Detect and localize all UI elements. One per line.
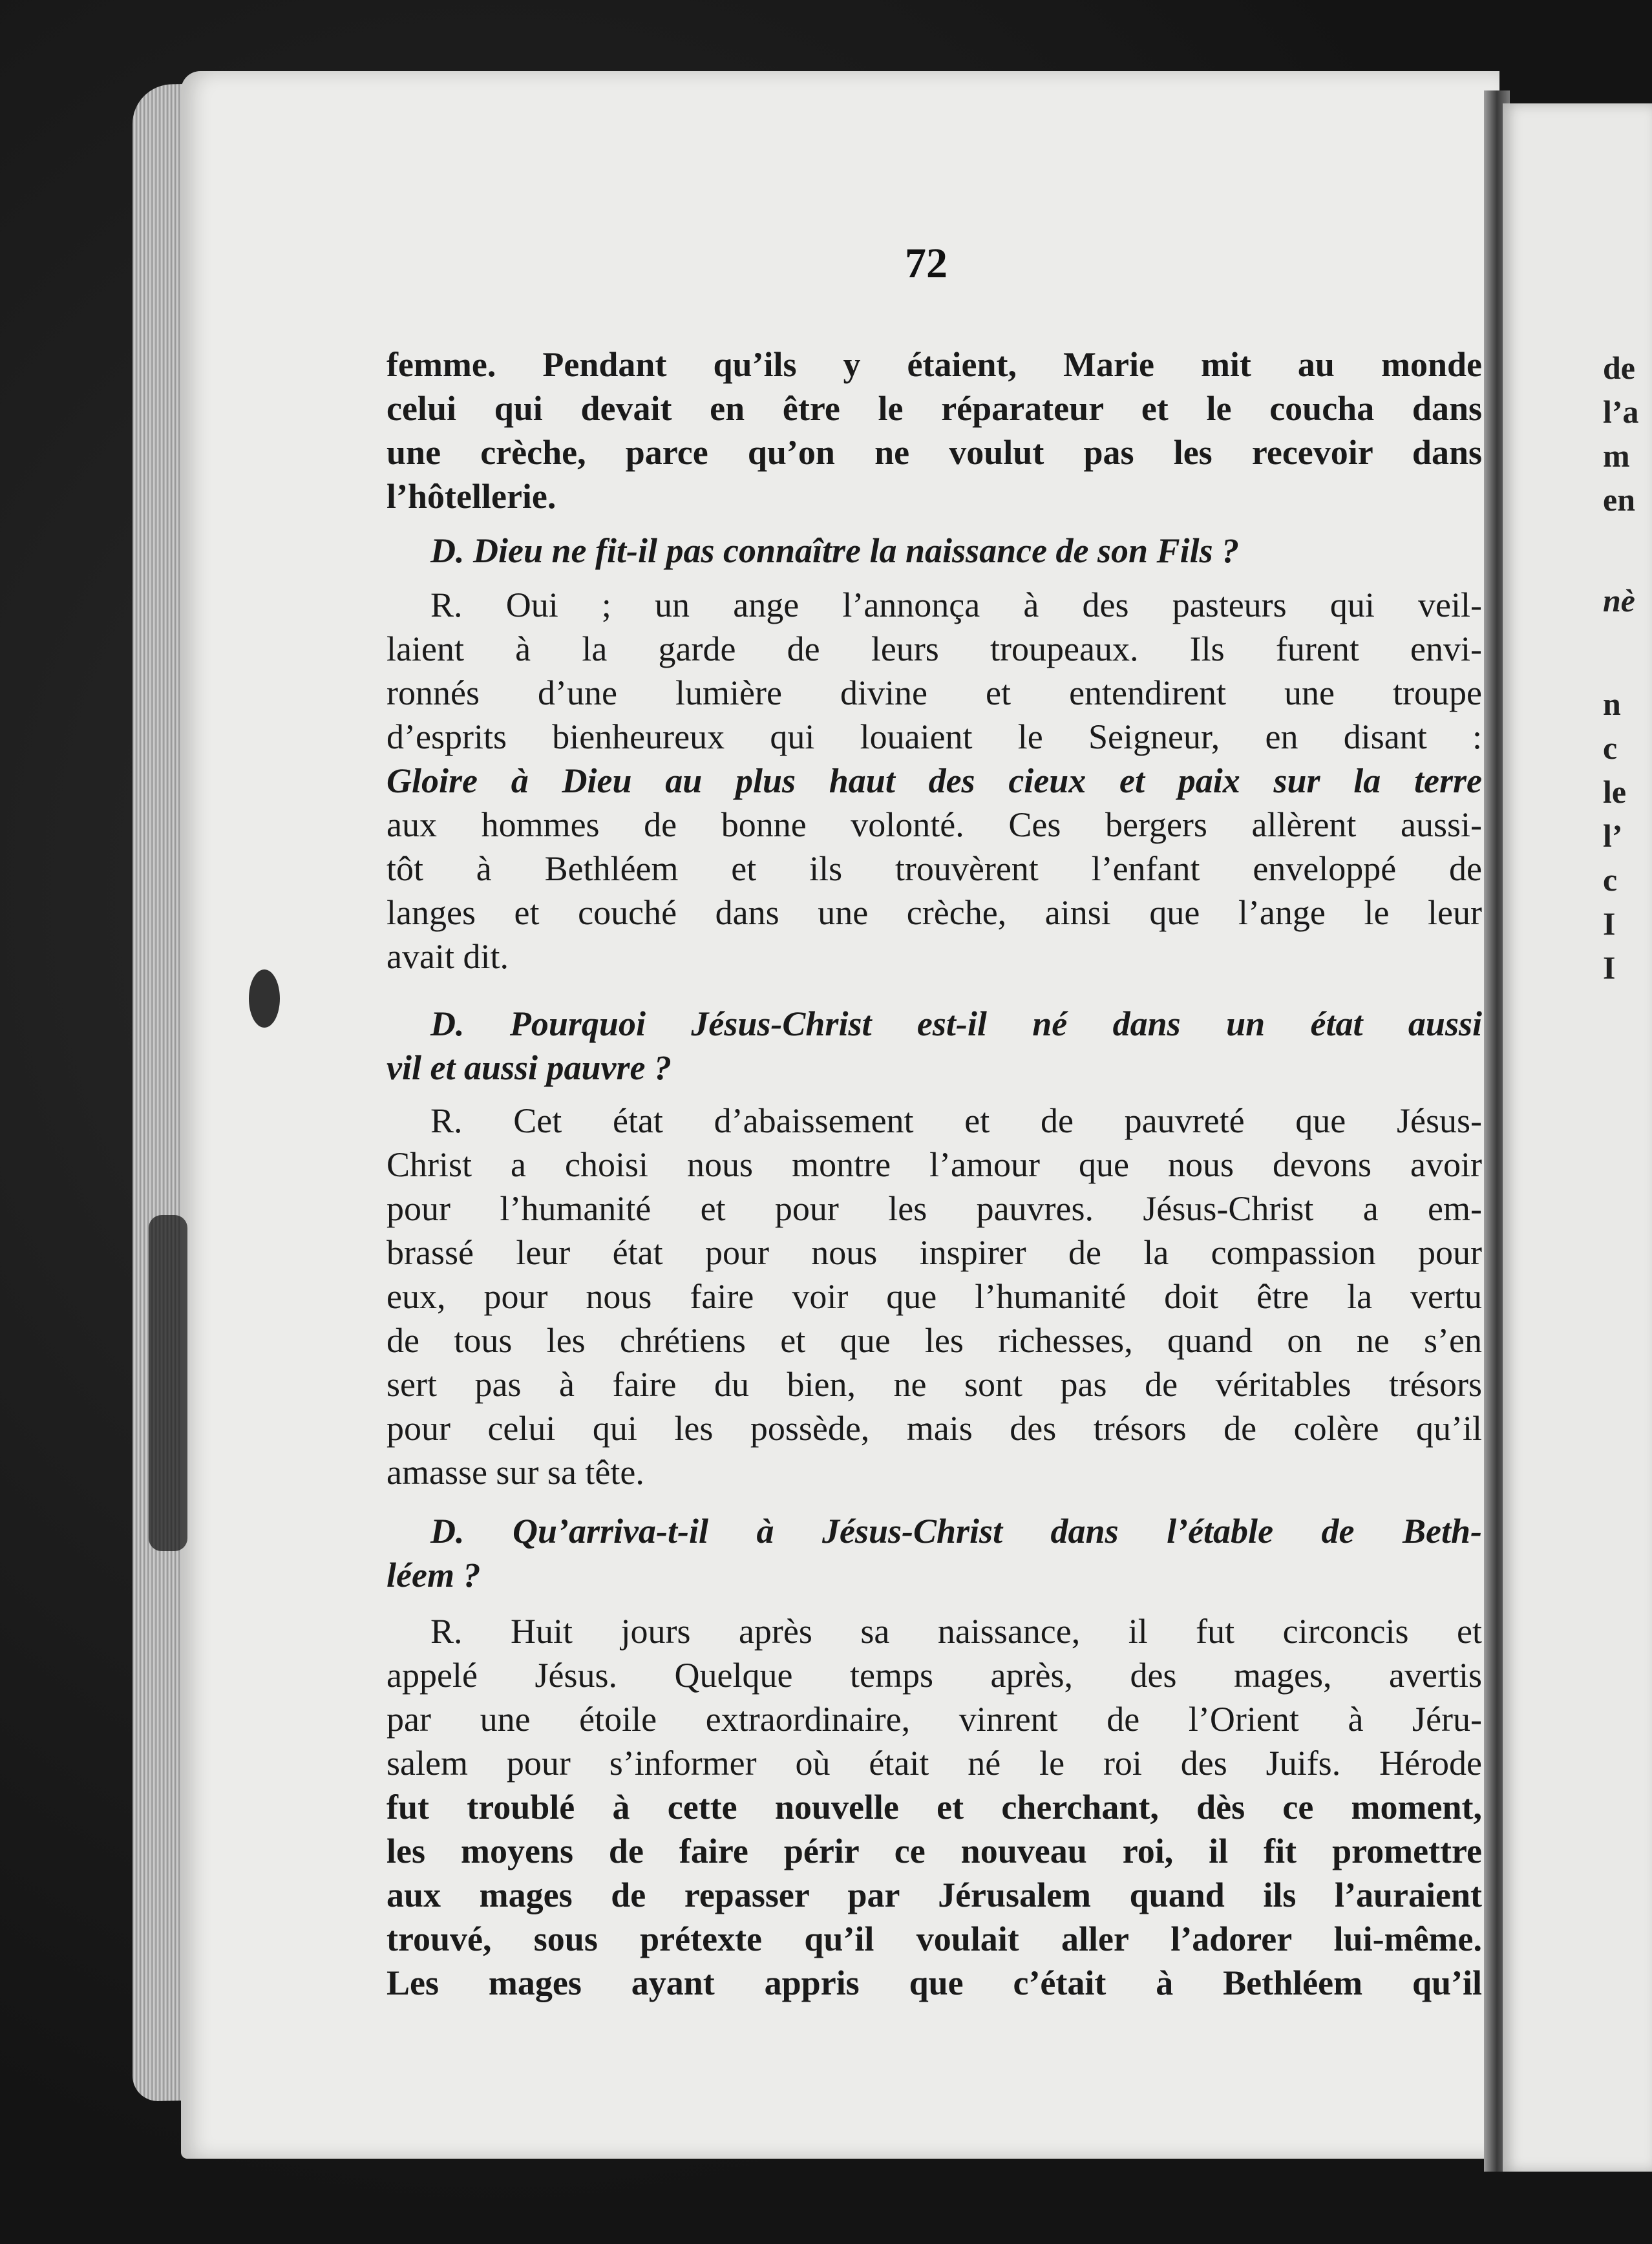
text-line: trouvé, sous prétexte qu’il voulait aller l’adorer lui-même. bbox=[387, 1920, 1482, 1958]
text-line: fut troublé à cette nouvelle et cherchant, dès ce moment, bbox=[387, 1788, 1482, 1826]
answer-paragraph bbox=[387, 1609, 1482, 2005]
text-line: Christ a choisi nous montre l’amour que nous devons avoir bbox=[387, 1145, 1482, 1184]
text-line: tôt à Bethléem et ils trouvèrent l’enfant enveloppé de bbox=[387, 849, 1482, 888]
text-line: celui qui devait en être le réparateur et le coucha dans bbox=[387, 389, 1482, 428]
facing-page-fragment: I bbox=[1603, 905, 1616, 942]
text-line: Les mages ayant appris que c’était à Bethléem qu’il bbox=[387, 1963, 1482, 2002]
question-line: D. Pourquoi Jésus-Christ est-il né dans un état aussi bbox=[430, 1004, 1482, 1043]
text-line: eux, pour nous faire voir que l’humanité doit être la vertu bbox=[387, 1277, 1482, 1316]
question-paragraph bbox=[387, 1509, 1482, 1597]
text-line: de tous les chrétiens et que les richesses, quand on ne s’en bbox=[387, 1321, 1482, 1360]
paragraph-continuation bbox=[387, 343, 1482, 518]
ink-smudge bbox=[249, 969, 280, 1028]
facing-page-fragment: l’a bbox=[1603, 394, 1639, 430]
text-line: aux hommes de bonne volonté. Ces bergers allèrent aussi- bbox=[387, 805, 1482, 844]
text-line: par une étoile extraordinaire, vinrent de l’Orient à Jéru- bbox=[387, 1700, 1482, 1739]
question-line: D. Qu’arriva-t-il à Jésus-Christ dans l’étable de Beth- bbox=[430, 1512, 1482, 1551]
facing-page-fragment: le bbox=[1603, 774, 1627, 810]
text-line: ronnés d’une lumière divine et entendirent une troupe bbox=[387, 673, 1482, 712]
text-line: sert pas à faire du bien, ne sont pas de véritables trésors bbox=[387, 1365, 1482, 1404]
text-line: appelé Jésus. Quelque temps après, des mages, avertis bbox=[387, 1656, 1482, 1695]
question-line: vil et aussi pauvre ? bbox=[387, 1048, 672, 1087]
facing-page-fragment: c bbox=[1603, 730, 1618, 766]
facing-page-fragment: c bbox=[1603, 862, 1618, 898]
text-line: R. Cet état d’abaissement et de pauvreté que Jésus- bbox=[430, 1101, 1482, 1140]
text-line: une crèche, parce qu’on ne voulut pas les recevoir dans bbox=[387, 433, 1482, 472]
text-line: avait dit. bbox=[387, 937, 509, 976]
text-line: femme. Pendant qu’ils y étaient, Marie mit au monde bbox=[387, 345, 1482, 384]
text-line: R. Huit jours après sa naissance, il fut circoncis et bbox=[430, 1612, 1482, 1651]
text-line: pour l’humanité et pour les pauvres. Jésus-Christ a em- bbox=[387, 1189, 1482, 1228]
text-line: l’hôtellerie. bbox=[387, 477, 556, 516]
text-line: aux mages de repasser par Jérusalem quand ils l’auraient bbox=[387, 1876, 1482, 1914]
facing-page-fragment: de bbox=[1603, 350, 1635, 386]
text-line: langes et couché dans une crèche, ainsi que l’ange le leur bbox=[387, 893, 1482, 932]
facing-page-fragment: I bbox=[1603, 949, 1616, 986]
question-paragraph bbox=[387, 1002, 1482, 1090]
text-line: les moyens de faire périr ce nouveau roi, il fit promettre bbox=[387, 1832, 1482, 1870]
question-line: léem ? bbox=[387, 1556, 481, 1594]
text-line: Gloire à Dieu au plus haut des cieux et paix sur la terre bbox=[387, 761, 1482, 800]
text-line: d’esprits bienheureux qui louaient le Seigneur, en disant : bbox=[387, 717, 1482, 756]
question-line: D. Dieu ne fit-il pas connaître la naissance de son Fils ? bbox=[430, 531, 1240, 570]
answer-paragraph bbox=[387, 583, 1482, 979]
facing-page-fragment: l’ bbox=[1603, 818, 1623, 854]
question-paragraph bbox=[387, 529, 1482, 573]
text-line: amasse sur sa tête. bbox=[387, 1453, 644, 1492]
text-line: salem pour s’informer où était né le roi des Juifs. Hérode bbox=[387, 1744, 1482, 1783]
page-number: 72 bbox=[905, 240, 948, 287]
facing-page-fragment: n bbox=[1603, 686, 1621, 722]
text-line: R. Oui ; un ange l’annonça à des pasteurs qui veil- bbox=[430, 586, 1482, 624]
text-line: laient à la garde de leurs troupeaux. Ils furent envi- bbox=[387, 630, 1482, 668]
binding-shadow bbox=[149, 1215, 187, 1551]
text-line: brassé leur état pour nous inspirer de la compassion pour bbox=[387, 1233, 1482, 1272]
answer-paragraph bbox=[387, 1099, 1482, 1494]
facing-page-fragment: nè bbox=[1603, 582, 1635, 619]
facing-page-fragment: en bbox=[1603, 482, 1635, 518]
facing-page-fragment: m bbox=[1603, 438, 1630, 474]
text-line: pour celui qui les possède, mais des trésors de colère qu’il bbox=[387, 1409, 1482, 1448]
